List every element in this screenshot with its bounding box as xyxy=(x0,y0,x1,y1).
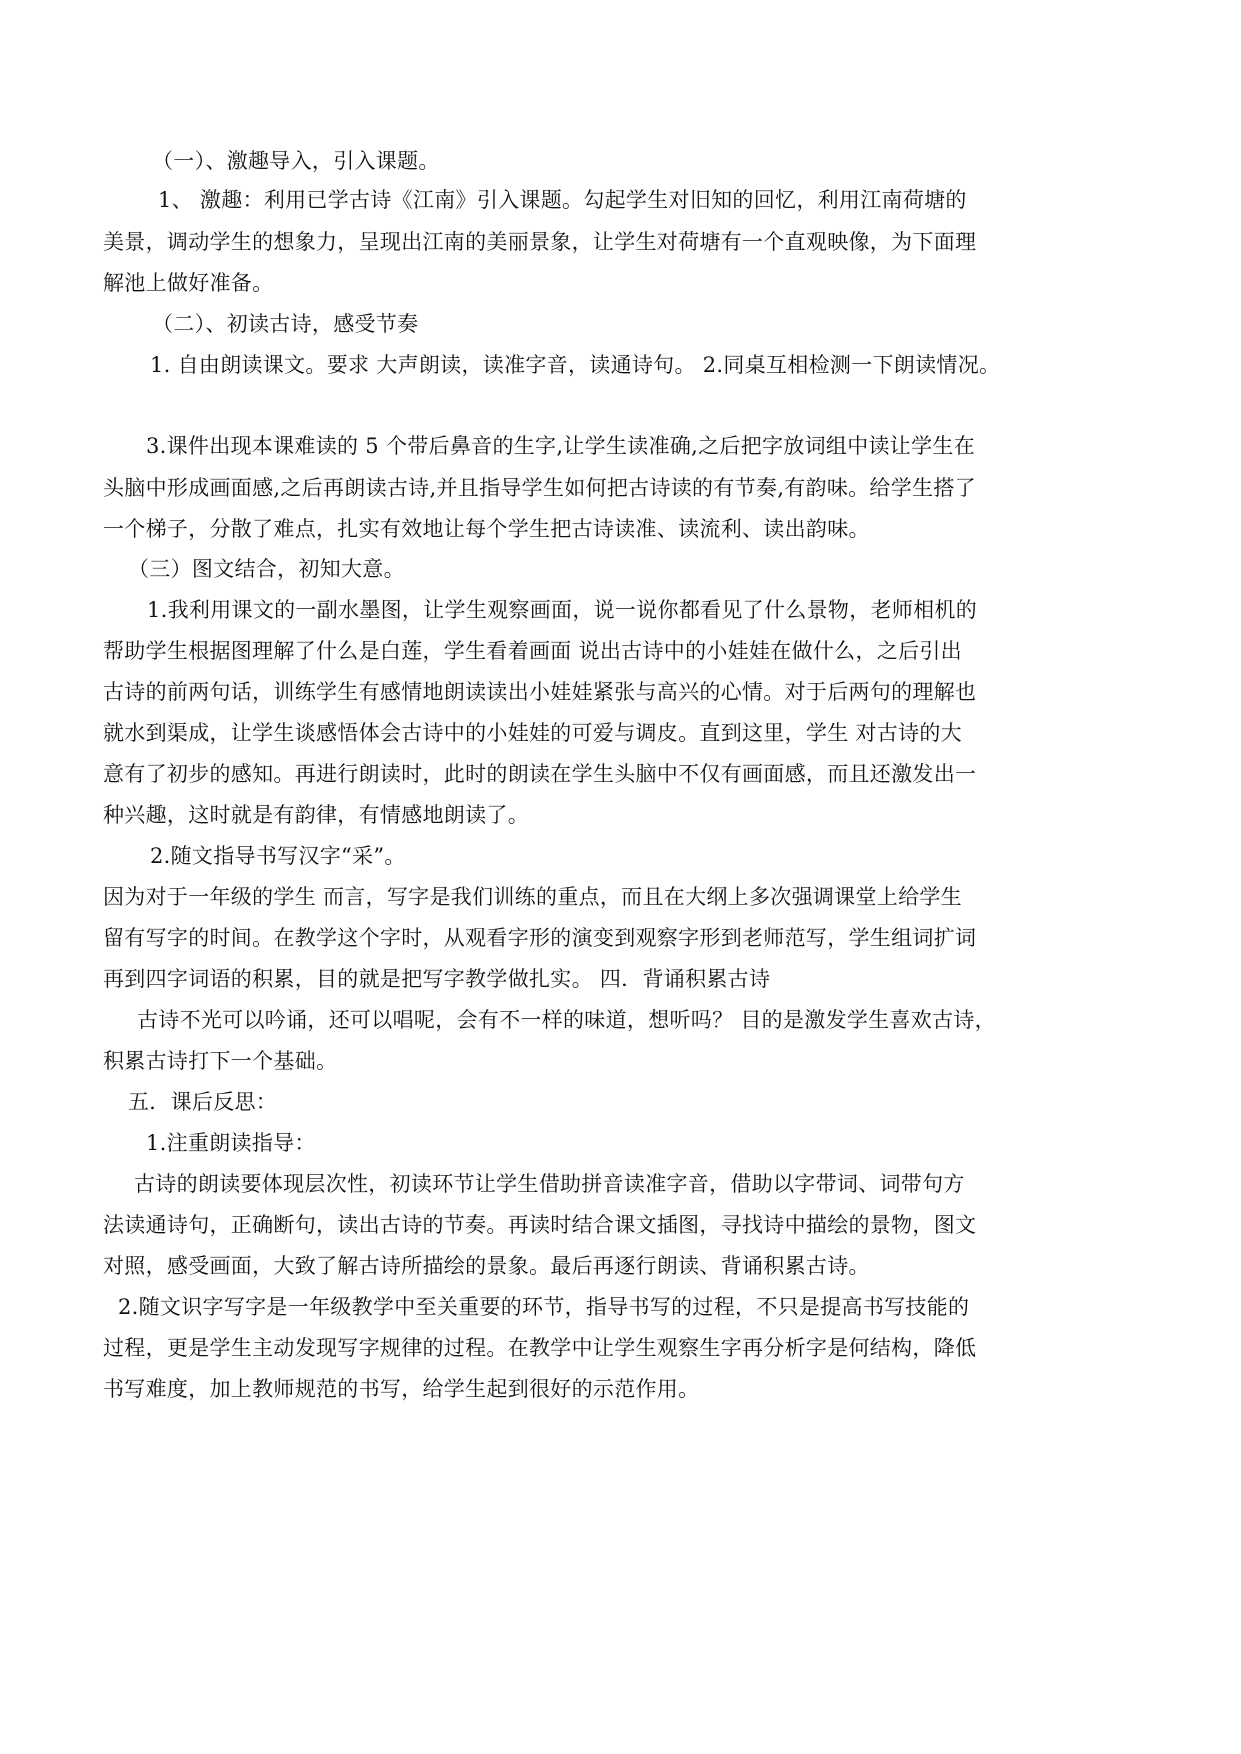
paragraph-line: 一个梯子，分散了难点，扎实有效地让每个学生把古诗读准、读流利、读出韵味。 xyxy=(103,517,870,541)
paragraph-line: 古诗的朗读要体现层次性，初读环节让学生借助拼音读准字音，借助以字带词、词带句方 xyxy=(134,1172,965,1196)
paragraph-line: 解池上做好准备。 xyxy=(103,271,274,295)
paragraph-line: 头脑中形成画面感,之后再朗读古诗,并且指导学生如何把古诗读的有节奏,有韵味。给学生搭了 xyxy=(103,476,976,500)
paragraph-line: 过程，更是学生主动发现写字规律的过程。在教学中让学生观察生字再分析字是何结构，降低 xyxy=(103,1336,977,1360)
heading-section-1: （一）、激趣导入，引入课题。 xyxy=(152,149,440,173)
paragraph-line: 1.我利用课文的一副水墨图，让学生观察画面，说一说你都看见了什么景物，老师相机的 xyxy=(147,598,978,622)
heading-section-5: 五．课后反思： xyxy=(128,1090,278,1114)
subheading: 2.随文指导书写汉字“采”。 xyxy=(150,844,406,868)
paragraph-line: 帮助学生根据图理解了什么是白莲，学生看着画面 说出古诗中的小娃娃在做什么，之后引出 xyxy=(103,639,962,663)
paragraph-line: 美景，调动学生的想象力，呈现出江南的美丽景象，让学生对荷塘有一个直观映像，为下面理 xyxy=(103,230,977,254)
paragraph-line: 古诗的前两句话，训练学生有感情地朗读读出小娃娃紧张与高兴的心情。对于后两句的理解也 xyxy=(103,680,977,704)
subheading: 1.注重朗读指导： xyxy=(146,1131,316,1155)
paragraph-line: 古诗不光可以吟诵，还可以唱呢，会有不一样的味道，想听吗？ 目的是激发学生喜欢古诗， xyxy=(137,1008,996,1032)
paragraph-line: 书写难度，加上教师规范的书写，给学生起到很好的示范作用。 xyxy=(103,1377,700,1401)
paragraph-line: 就水到渠成，让学生谈感悟体会古诗中的小娃娃的可爱与调皮。直到这里，学生 对古诗的大 xyxy=(103,721,962,745)
paragraph-line: 因为对于一年级的学生 而言，写字是我们训练的重点，而且在大纲上多次强调课堂上给学生 xyxy=(103,885,962,909)
paragraph-line: 对照，感受画面，大致了解古诗所描绘的景象。最后再逐行朗读、背诵积累古诗。 xyxy=(103,1254,870,1278)
paragraph-line: 种兴趣，这时就是有韵律，有情感地朗读了。 xyxy=(103,803,529,827)
paragraph-line: 3.课件出现本课难读的 5 个带后鼻音的生字,让学生读准确,之后把字放词组中读让学生在 xyxy=(146,434,975,458)
heading-section-3: （三）图文结合，初知大意。 xyxy=(128,557,405,581)
paragraph-line: 积累古诗打下一个基础。 xyxy=(103,1049,338,1073)
paragraph-line: 1. 自由朗读课文。要求 大声朗读，读准字音，读通诗句。 2.同桌互相检测一下朗读情况。 xyxy=(150,353,1001,377)
paragraph-line: 留有写字的时间。在教学这个字时，从观看字形的演变到观察字形到老师范写，学生组词扩词 xyxy=(103,926,977,950)
paragraph-line: 法读通诗句，正确断句，读出古诗的节奏。再读时结合课文插图，寻找诗中描绘的景物，图文 xyxy=(103,1213,977,1237)
paragraph-line: 1、 激趣：利用已学古诗《江南》引入课题。勾起学生对旧知的回忆，利用江南荷塘的 xyxy=(158,188,967,212)
heading-section-2: （二）、初读古诗，感受节奏 xyxy=(152,312,419,336)
paragraph-line: 意有了初步的感知。再进行朗读时，此时的朗读在学生头脑中不仅有画面感，而且还激发出一 xyxy=(103,762,977,786)
paragraph-line: 2.随文识字写字是一年级教学中至关重要的环节，指导书写的过程，不只是提高书写技能的 xyxy=(118,1295,970,1319)
paragraph-line: 再到四字词语的积累，目的就是把写字教学做扎实。 四．背诵积累古诗 xyxy=(103,967,771,991)
